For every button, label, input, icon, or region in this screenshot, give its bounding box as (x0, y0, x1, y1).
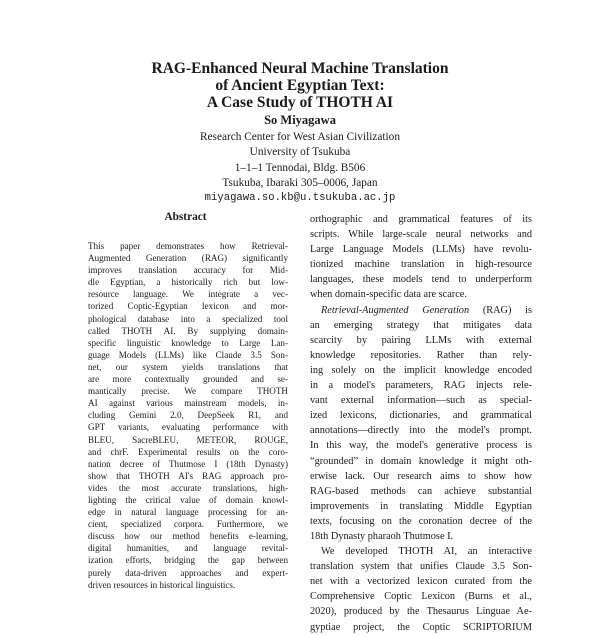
text-line: purely data-driven approaches and expert- (88, 567, 288, 578)
title-line-2: of Ancient Egyptian Text: (215, 77, 385, 94)
text-line: digital humanities, and language revital- (88, 543, 288, 554)
text-line: languages, these models tend to underperform (310, 274, 532, 286)
text-line: “grounded” in domain knowledge it might oth- (310, 455, 532, 467)
text-line: vant external information—such as special- (310, 395, 532, 407)
text-line: gyptiae project, the Coptic SCRIPTORIUM (310, 621, 532, 633)
text-line: torized Coptic-Egyptian lexicon and mor- (88, 301, 288, 312)
text-line: lighting the critical value of domain knowl- (88, 494, 288, 505)
text-line: cluding Gemini 2.0, DeepSeek R1, and (88, 410, 288, 421)
introduction-column (310, 212, 532, 635)
text-line: Comprehensive Coptic Lexicon (Burns et al., (310, 591, 532, 603)
text-line: scripts. While large-scale neural networks and (310, 229, 532, 241)
text-line: annotations—directly into the model's prompt. (310, 425, 532, 437)
text-line: edge in natural language processing for an- (88, 507, 288, 518)
abstract-body (88, 240, 288, 591)
text-line: RAG-based methods can achieve substantial (310, 485, 532, 497)
text-line: cient, specialized corpora. Furthermore, we (88, 519, 288, 530)
rag-term-rest: (RAG) is (469, 304, 532, 316)
text-line: nation decree of Thutmose I (18th Dynasty) (88, 458, 288, 469)
text-line: in a model's parameters, RAG injects rele- (310, 380, 532, 392)
body-paragraph-1 (310, 212, 532, 303)
text-line: improves translation accuracy for Mid- (88, 265, 288, 276)
affiliation-line: Tsukuba, Ibaraki 305–0006, Japan (222, 176, 378, 189)
body-paragraph-3 (310, 544, 532, 635)
author-name: So Miyagawa (264, 113, 336, 127)
text-line: called THOTH AI. By supplying domain- (88, 325, 288, 336)
text-line: erwise lack. Our research aims to show how (310, 470, 532, 482)
text-line: an emerging strategy that mitigates data (310, 319, 532, 331)
affiliation-line: 1–1–1 Tennodai, Bldg. B506 (234, 161, 366, 174)
text-line: dle Egyptian, a historically rich but low- (88, 277, 288, 288)
paper-title (0, 60, 600, 111)
text-line: AI against various mainstream models, in- (88, 398, 288, 409)
body-paragraph-2 (310, 318, 532, 544)
body-paragraph-2-first-line (310, 303, 532, 318)
text-line: show that THOTH AI's RAG approach pro- (88, 470, 288, 481)
author-email[interactable]: miyagawa.so.kb@u.tsukuba.ac.jp (204, 192, 396, 205)
text-line: improvements in translating Middle Egyptian (310, 500, 532, 512)
text-line: when domain-specific data are scarce. (310, 289, 467, 301)
text-line: BLEU, SacreBLEU, METEOR, ROUGE, (88, 434, 288, 445)
text-line: net, our system yields translations that (88, 361, 288, 372)
text-line: texts, focusing on the coronation decree of the (310, 515, 532, 527)
text-line: scarcity by pairing LLMs with external (310, 334, 532, 346)
text-line: We developed THOTH AI, an interactive (321, 546, 532, 558)
text-line: are more contextually grounded and se- (88, 374, 288, 385)
rag-term: Retrieval-Augmented Generation (321, 304, 470, 316)
text-line: ization efforts, bridging the gap between (88, 555, 288, 566)
affiliation-line: Research Center for West Asian Civilization (200, 131, 400, 143)
text-line: guage Models (LLMs) like Claude 3.5 Son- (88, 349, 288, 360)
affiliation (0, 130, 600, 206)
title-line-1: RAG-Enhanced Neural Machine Translation (151, 60, 449, 77)
text-line: phological database into a specialized tool (88, 313, 288, 324)
text-line: GPT variants, evaluating performance with (88, 422, 288, 433)
text-line: orthographic and grammatical features of its (310, 214, 532, 225)
text-line: ing solely on the implicit knowledge encoded (310, 364, 532, 376)
text-line: resource language. We integrate a vec- (88, 289, 288, 300)
text-line: Augmented Generation (RAG) significantly (88, 253, 288, 264)
text-line: mantically precise. We compare THOTH (88, 386, 288, 397)
affiliation-line: University of Tsukuba (249, 146, 351, 159)
text-line: specific linguistic knowledge to Large Lan- (88, 337, 288, 348)
text-line: tionized machine translation in high-resource (310, 259, 532, 271)
text-line: net with a vectorized lexicon curated from the (310, 576, 532, 588)
text-line: discuss how our method benefits e-learning, (88, 531, 288, 542)
text-line: This paper demonstrates how Retrieval- (88, 241, 288, 251)
text-line: In this way, the model's generative process is (310, 440, 532, 452)
text-line: 18th Dynasty pharaoh Thutmose I. (310, 530, 454, 542)
text-line: Large Language Models (LLMs) have revolu- (310, 244, 532, 256)
text-line: ized lexicons, dictionaries, and grammatical (310, 410, 532, 422)
text-line: knowledge repositories. Rather than rely- (310, 349, 532, 361)
text-line: and chrF. Experimental results on the coro- (88, 446, 288, 457)
text-line: vides the most accurate translations, high- (88, 482, 288, 493)
text-line: translation system that unifies Claude 3.5 Son- (310, 561, 532, 573)
text-line: 2020), produced by the Thesaurus Linguae Ae- (310, 606, 532, 618)
text-line: driven resources in historical linguistics. (88, 579, 236, 590)
abstract-heading: Abstract (164, 211, 207, 223)
title-line-3: A Case Study of THOTH AI (206, 94, 394, 111)
